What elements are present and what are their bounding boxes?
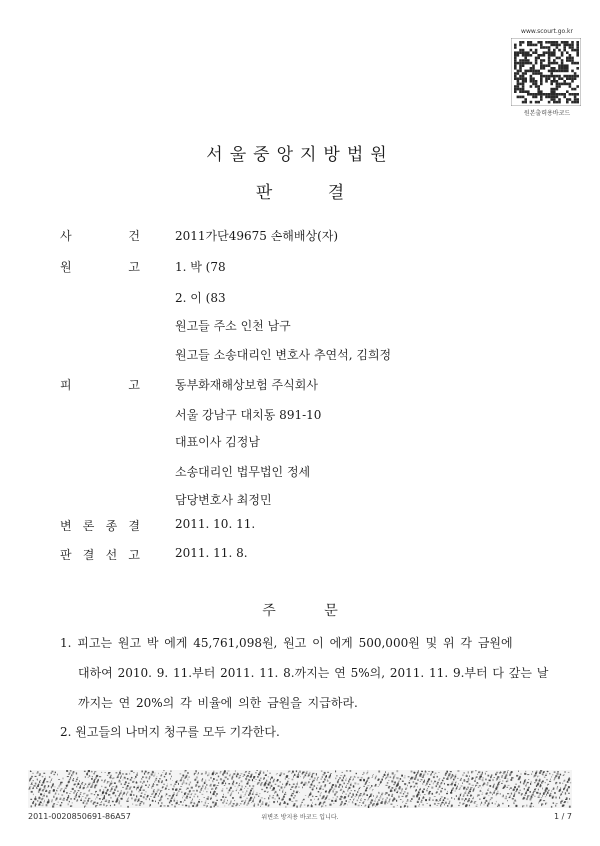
barcode-caption: 원본출력용바코드: [523, 110, 571, 117]
ruling-label: [60, 546, 140, 563]
defendant-label: [60, 376, 140, 393]
page-number: 1 / 7: [554, 812, 572, 821]
label-char: 결: [82, 548, 95, 562]
label-char: 사: [60, 229, 72, 243]
order-line-3: 까지는 연 20%의 각 비율에 의한 금원을 지급하라.: [78, 696, 358, 710]
plaintiff-counsel: 원고들 소송대리인 변호사 추연석, 김희정: [175, 348, 392, 362]
closing-date: 2011. 10. 11.: [175, 517, 256, 531]
order-line-1: 1. 피고는 원고 박 에게 45,761,098원, 원고 이 에게 500,000원 및 위 각 금원에: [60, 636, 513, 650]
defendant-address: 서울 강남구 대치동 891-10: [175, 408, 322, 422]
barcode-qr-icon: [511, 38, 581, 106]
document-title: 판 결: [255, 183, 345, 203]
label-char: 종: [105, 519, 118, 533]
defendant-attorney: 담당변호사 최정민: [175, 493, 272, 507]
case-number: 2011가단49675 손해배상(자): [175, 229, 339, 243]
label-char: 변: [60, 519, 72, 533]
document-code: 2011-0020850691-86A57: [28, 812, 131, 821]
label-char: 선: [105, 548, 118, 562]
plaintiff-address: 원고들 주소 인천 남구: [175, 319, 291, 333]
defendant-firm: 소송대리인 법무법인 정세: [175, 465, 311, 479]
label-char: 결: [128, 519, 140, 533]
plaintiff-2: 2. 이 (83: [175, 291, 226, 305]
closing-label: [60, 517, 140, 534]
label-char: 고: [128, 260, 140, 274]
order-title: 주 문: [262, 603, 338, 619]
label-char: 론: [82, 519, 95, 533]
label-char: 고: [128, 548, 140, 562]
order-line-4: 2. 원고들의 나머지 청구를 모두 기각한다.: [60, 725, 280, 739]
defendant-ceo: 대표이사 김정남: [175, 435, 260, 449]
court-site-url: www.scourt.go.kr: [521, 28, 573, 35]
ruling-date: 2011. 11. 8.: [175, 546, 248, 560]
barcode-notice: 위변조 방지용 바코드 입니다.: [261, 814, 339, 821]
court-name: 서울중앙지방법원: [206, 145, 394, 165]
plaintiff-label: [60, 258, 140, 275]
label-char: 건: [128, 229, 140, 243]
plaintiff-1: 1. 박 (78: [175, 260, 226, 274]
label-char: 판: [60, 548, 72, 562]
label-char: 고: [128, 378, 140, 392]
case-label: [60, 227, 140, 244]
defendant-name: 동부화재해상보험 주식회사: [175, 378, 318, 392]
label-char: 원: [60, 260, 72, 274]
anti-forgery-barcode: [28, 770, 572, 808]
order-line-2: 대하여 2010. 9. 11.부터 2011. 11. 8.까지는 연 5%의, 2011. 11. 9.부터 다 갚는 날: [78, 666, 549, 680]
label-char: 피: [60, 378, 72, 392]
